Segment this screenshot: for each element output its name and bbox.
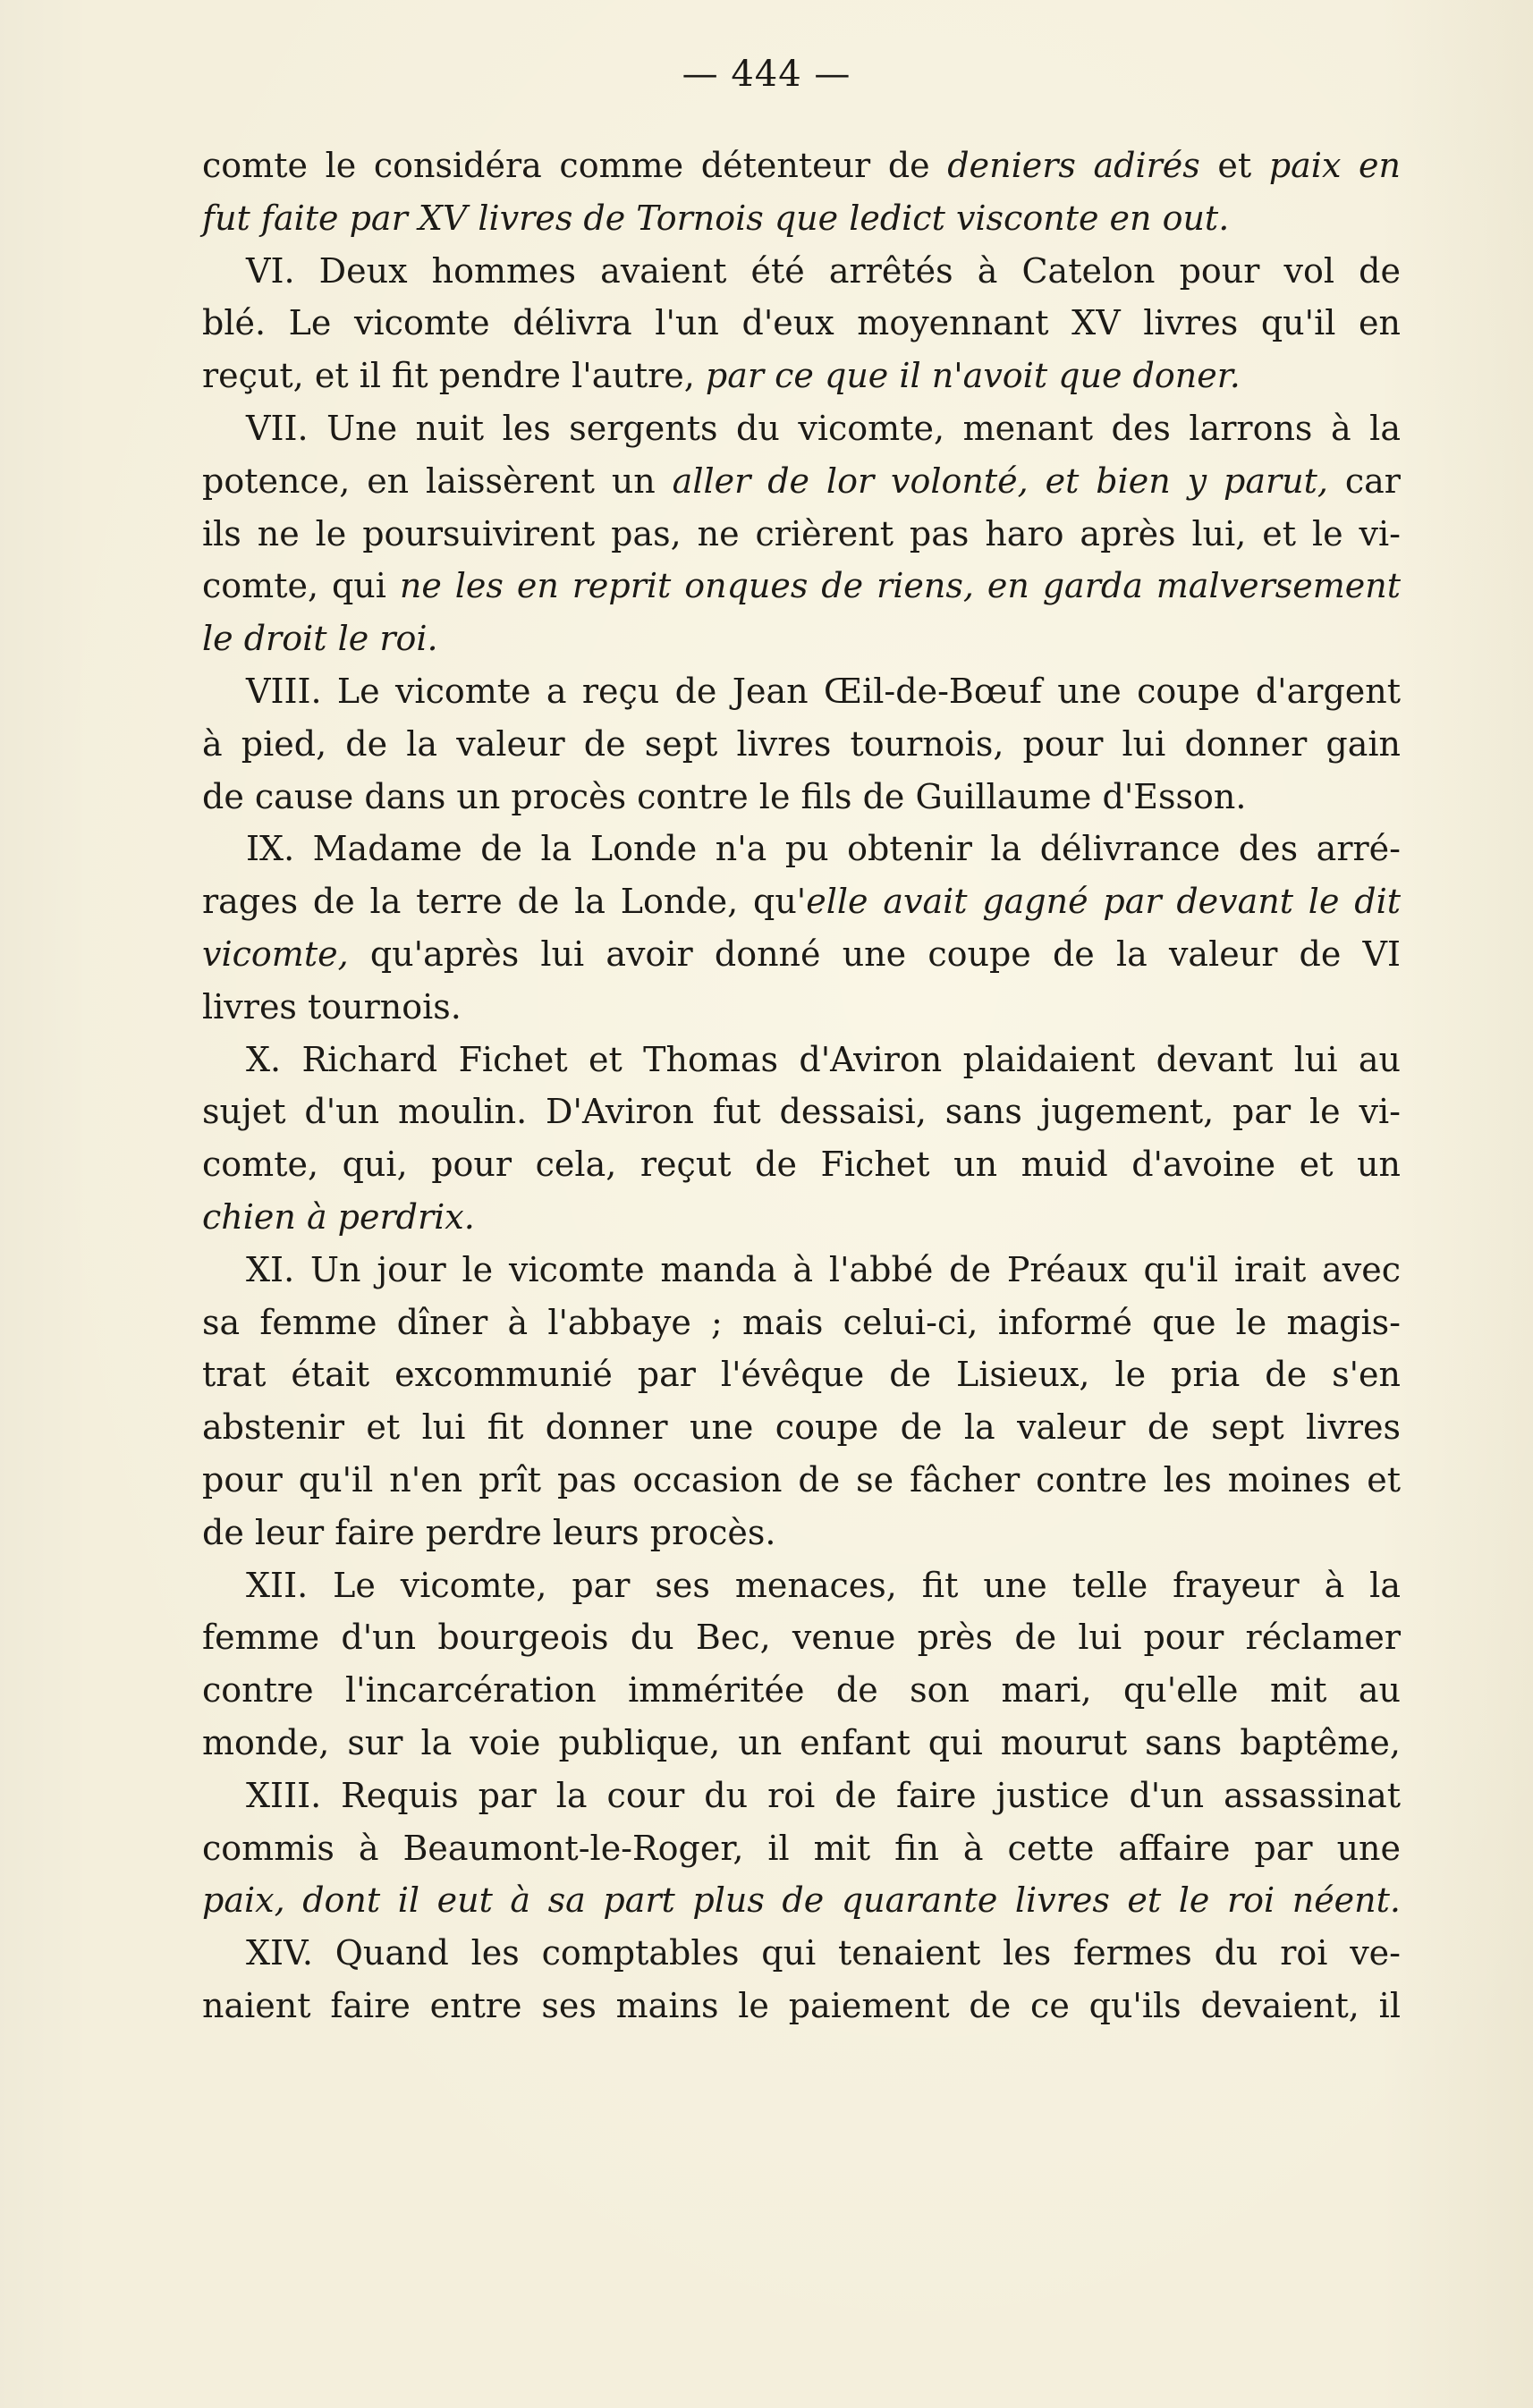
text-line [202,875,1401,928]
text-segment: sa femme dîner à l'abbaye ; mais celui-ci, informé que le magis- [202,1302,1401,1342]
text-segment: livres tournois. [202,986,462,1027]
text-segment: XIV. Quand les comptables qui tenaient les fermes du roi ve- [246,1933,1401,1973]
text-segment: monde, sur la voie publique, un enfant qui mourut sans baptême, [202,1722,1401,1762]
text-line [202,508,1401,561]
text-line [202,981,1401,1034]
text-segment: potence, en laissèrent un [202,460,673,501]
text-segment: reçut, et il fit pendre l'autre, [202,356,706,396]
text-segment: blé. Le vicomte délivra l'un d'eux moyennant XV livres qu'il en [202,303,1401,343]
text-line [202,1454,1401,1507]
text-line [202,402,1401,455]
text-line [202,613,1401,665]
italic-text-segment: elle avait gagné par devant le dit [806,882,1401,922]
italic-text-segment: deniers adirés [947,146,1200,185]
text-segment: comte le considéra comme détenteur de [202,146,948,185]
text-line [202,1297,1401,1349]
text-line [202,1664,1401,1717]
text-line [202,1611,1401,1664]
italic-text-segment: le droit le roi. [202,619,438,659]
body-text [202,139,1401,2032]
text-segment: X. Richard Fichet et Thomas d'Aviron plaidaient devant lui au [246,1039,1401,1079]
text-line [202,350,1401,402]
italic-text-segment: chien à perdrix. [202,1196,475,1237]
text-line [202,1980,1401,2032]
text-line [202,297,1401,350]
text-segment: abstenir et lui fit donner une coupe de la valeur de sept livres [202,1407,1401,1448]
text-segment: sujet d'un moulin. D'Aviron fut dessaisi, sans jugement, par le vi- [202,1092,1401,1132]
text-line [202,192,1401,245]
text-segment: contre l'incarcération imméritée de son mari, qu'elle mit au [202,1670,1401,1711]
text-line [202,1244,1401,1297]
text-segment: XI. Un jour le vicomte manda à l'abbé de Préaux qu'il irait avec [246,1249,1401,1289]
text-line [202,1559,1401,1612]
italic-text-segment: paix, dont il eut à sa part plus de quarante livres et le roi néent. [202,1880,1401,1921]
text-line [202,1770,1401,1822]
text-line [202,139,1401,192]
text-line [202,1401,1401,1454]
text-segment: comte, qui [202,566,400,606]
italic-text-segment: vicomte, [202,934,349,974]
text-line [202,718,1401,771]
text-segment: de cause dans un procès contre le fils de Guillaume d'Esson. [202,776,1247,816]
text-line [202,560,1401,613]
text-segment: qu'après lui avoir donné une coupe de la valeur de VI [348,934,1401,974]
text-segment: naient faire entre ses mains le paiement de ce qu'ils devaient, il [202,1985,1401,2025]
text-segment: à pied, de la valeur de sept livres tournois, pour lui donner gain [202,723,1401,764]
text-segment: VII. Une nuit les sergents du vicomte, menant des larrons à la [246,408,1401,448]
text-segment: VI. Deux hommes avaient été arrêtés à Catelon pour vol de [246,250,1401,291]
text-segment: XIII. Requis par la cour du roi de faire justice d'un assassinat [246,1775,1401,1815]
text-line [202,665,1401,718]
text-line [202,1822,1401,1875]
text-segment: VIII. Le vicomte a reçu de Jean Œil-de-Bœuf une coupe d'argent [246,671,1401,711]
text-segment: et [1199,146,1269,185]
text-line [202,1086,1401,1138]
italic-text-segment: ne les en reprit onques de riens, en garda malversement [399,566,1401,606]
text-segment: car [1327,460,1401,501]
italic-text-segment: aller de lor volonté, et bien y parut, [672,460,1328,501]
text-line [202,245,1401,298]
text-segment: pour qu'il n'en prît pas occasion de se fâcher contre les moines et [202,1459,1401,1500]
text-segment: comte, qui, pour cela, reçut de Fichet un muid d'avoine et un [202,1145,1401,1185]
text-line [202,771,1401,824]
italic-text-segment: par ce que il n'avoit que doner. [705,356,1241,396]
text-segment: rages de la terre de la Londe, qu' [202,882,807,922]
text-segment: IX. Madame de la Londe n'a pu obtenir la délivrance des arré- [246,829,1401,869]
italic-text-segment: fut faite par XV livres de Tornois que ledict visconte en out. [202,198,1230,238]
text-segment: trat était excommunié par l'évêque de Lisieux, le pria de s'en [202,1355,1401,1395]
text-line [202,823,1401,875]
text-line [202,1348,1401,1401]
text-segment: XII. Le vicomte, par ses menaces, fit une telle frayeur à la [246,1565,1401,1605]
text-line [202,1138,1401,1191]
text-line [202,1191,1401,1244]
text-segment: femme d'un bourgeois du Bec, venue près de lui pour réclamer [202,1618,1401,1658]
text-segment: de leur faire perdre leurs procès. [202,1512,776,1552]
text-line [202,1717,1401,1770]
text-segment: commis à Beaumont-le-Roger, il mit fin à cette affaire par une [202,1828,1401,1868]
page-number: — 444 — [682,54,851,95]
text-line [202,455,1401,508]
text-line [202,1034,1401,1086]
text-line [202,1507,1401,1559]
text-segment: ils ne le poursuivirent pas, ne crièrent pas haro après lui, et le vi- [202,513,1401,553]
text-line [202,1927,1401,1980]
text-line [202,928,1401,981]
italic-text-segment: paix en [1268,146,1401,185]
text-line [202,1874,1401,1927]
